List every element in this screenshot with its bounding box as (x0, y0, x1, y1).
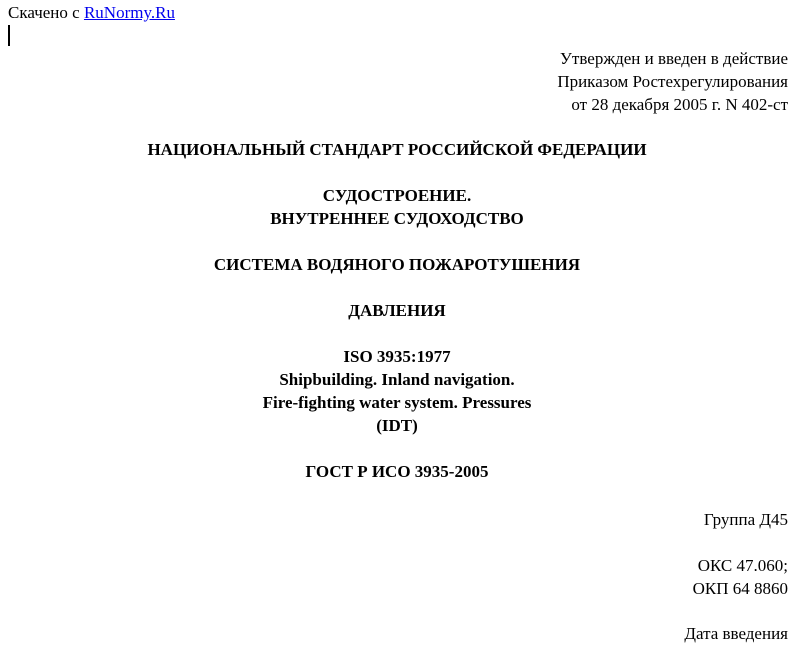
approval-block (557, 47, 788, 116)
runormy-link[interactable]: RuNormy.Ru (83, 3, 175, 22)
national-standard-title: НАЦИОНАЛЬНЫЙ СТАНДАРТ РОССИЙСКОЙ ФЕДЕРАЦИИ (147, 140, 647, 159)
national-standard-heading (0, 138, 794, 161)
pressures-heading (0, 299, 794, 322)
group-block (704, 508, 788, 531)
english-title-line-1: Shipbuilding. Inland navigation. (279, 370, 515, 389)
source-prefix: Скачено с (8, 3, 84, 22)
idt-marker: (IDT) (376, 416, 418, 435)
intro-date-block (684, 622, 788, 645)
iso-block (0, 345, 794, 437)
system-title: СИСТЕМА ВОДЯНОГО ПОЖАРОТУШЕНИЯ (213, 255, 581, 274)
okp-code: ОКП 64 8860 (692, 579, 788, 598)
text-cursor (8, 25, 10, 46)
inland-navigation-title: ВНУТРЕННЕЕ СУДОХОДСТВО (270, 209, 524, 228)
classification-codes (693, 554, 788, 600)
oks-code: ОКС 47.060; (697, 556, 788, 575)
approval-line-2: Приказом Ростехрегулирования (557, 72, 788, 91)
standard-title-block (0, 184, 794, 230)
group-code: Группа Д45 (703, 510, 788, 529)
english-title-line-2: Fire-fighting water system. Pressures (262, 393, 532, 412)
shipbuilding-title: СУДОСТРОЕНИЕ. (322, 186, 472, 205)
gost-heading (0, 460, 794, 483)
pressures-title: ДАВЛЕНИЯ (348, 301, 446, 320)
system-heading (0, 253, 794, 276)
iso-code: ISO 3935:1977 (343, 347, 451, 366)
gost-number: ГОСТ Р ИСО 3935-2005 (305, 462, 489, 481)
approval-line-3: от 28 декабря 2005 г. N 402-ст (571, 95, 788, 114)
source-line (8, 2, 175, 24)
intro-date-label: Дата введения (684, 624, 788, 643)
approval-line-1: Утвержден и введен в действие (559, 49, 788, 68)
